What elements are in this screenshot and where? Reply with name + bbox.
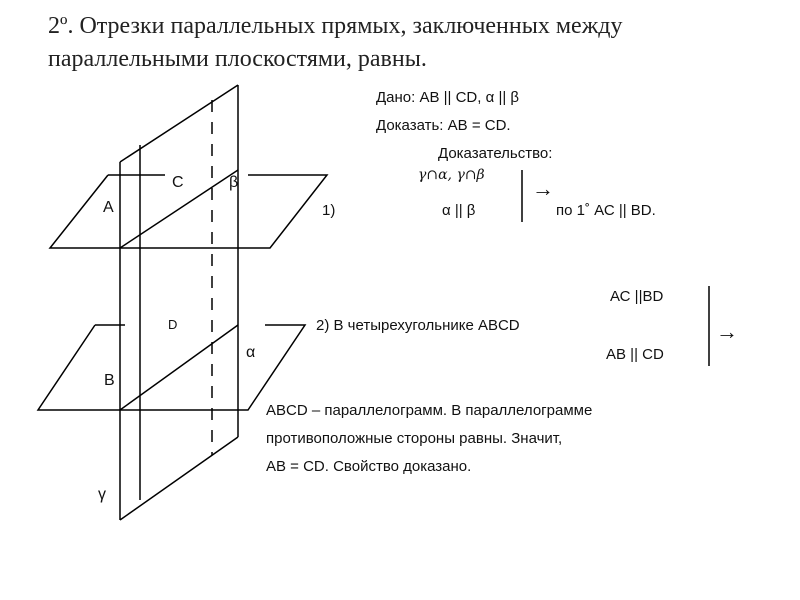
- plane-alpha-outline: [38, 325, 305, 410]
- step1-number: 1): [322, 202, 336, 219]
- plane-beta-outline: [50, 175, 327, 248]
- step1-arrow-icon: →: [532, 176, 554, 201]
- step1-premise: α || β: [442, 202, 476, 219]
- label-beta: β: [229, 174, 239, 191]
- label-alpha: α: [246, 344, 256, 361]
- label-point-c: С: [172, 174, 184, 191]
- segment-bd: [120, 325, 238, 410]
- label-point-a: А: [103, 199, 114, 216]
- prove-text: Доказать: АВ = CD.: [376, 117, 511, 134]
- label-point-b: В: [104, 372, 115, 389]
- label-gamma: γ: [98, 486, 106, 503]
- page-title: 2º. Отрезки параллельных прямых, заключенных между параллельными плоскостями, равны.: [48, 13, 623, 72]
- conclusion-line-2: противоположные стороны равны. Значит,: [266, 430, 563, 447]
- step1-result: по 1˚ АС || BD.: [556, 202, 656, 219]
- plane-gamma-bottom-edge: [120, 437, 238, 520]
- label-point-d: D: [168, 317, 178, 332]
- step2-condition-1: АС ||BD: [610, 288, 664, 305]
- intersection-formula: γ∩α, γ∩β: [418, 167, 485, 183]
- conclusion-line-1: ABCD – параллелограмм. В параллелограмме: [266, 402, 593, 419]
- step2-text: 2) В четырехугольнике ABCD: [316, 317, 520, 334]
- proof-heading: Доказательство:: [438, 145, 553, 162]
- step2-arrow-icon: →: [716, 319, 738, 344]
- plane-gamma-top-edge: [120, 85, 238, 162]
- conclusion-line-3: АВ = CD. Свойство доказано.: [266, 458, 472, 475]
- given-text: Дано: АВ || CD, α || β: [376, 89, 520, 106]
- step2-condition-2: AB || CD: [606, 346, 664, 363]
